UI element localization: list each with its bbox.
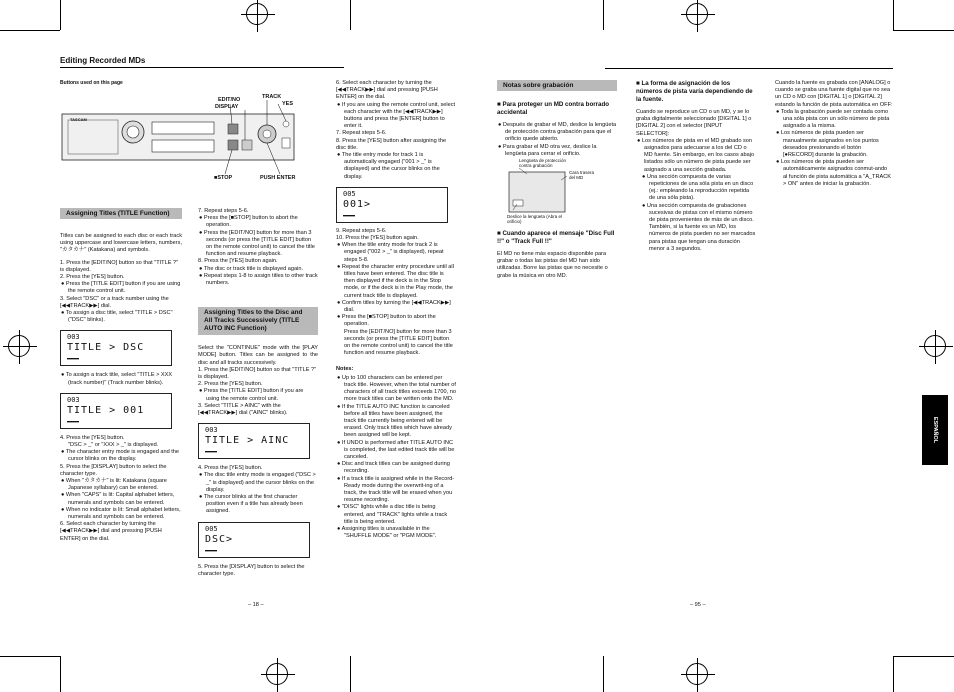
lcd-main: TITLE > DSC (67, 342, 145, 354)
page-header (60, 56, 350, 68)
label-push-enter: PUSH ENTER (260, 175, 296, 181)
step: 6. Select each character by turning the [◀◀TRACK▶▶] dial and pressing [PUSH ENTER] on the dial. (60, 521, 162, 542)
step: 6. Select each character by turning the [◀◀TRACK▶▶] dial and pressing [PUSH ENTER] on the dial. (336, 80, 438, 101)
note: ● "DISC" lights while a disc title is being entered, and "TRACK" lights while a track title is being entered. (337, 504, 448, 525)
step: ● When "CAPS" is lit: Capital alphabet letters, numerals and symbols can be entered. (61, 492, 175, 506)
list-item: ● Una sección compuesta de varias repeticiones de una sóla pista en un disco (ej.: empleando la reproducción repetida de una sóla pista). (642, 173, 754, 202)
step: 7. Repeat steps 5-6. (336, 130, 387, 137)
step: 5. Press the [DISPLAY] button to select the character type. (198, 563, 305, 577)
list-item: ● Una sección compuesta de grabaciones sucesivas de pistas con el mismo número de pista provenientes de más de un disco. También, si la fuente es un MD, los números de pista pueden no ser marcados para pistas que tengan una duración menor a 3 segundos. (642, 202, 756, 252)
note: ● Up to 100 characters can be entered per track title. However, when the total number of characters of all track titles exceeds 1700, no more track titles can be written onto the MD. (337, 374, 456, 403)
registration-mark (686, 663, 708, 685)
registration-mark (924, 335, 946, 357)
list-item: ● Después de grabar el MD, deslice la lengüeta de protección contra grabación para que el orificio quede abierto. (498, 122, 617, 143)
lcd-top: 003 (205, 426, 218, 435)
registration-mark (266, 663, 288, 685)
step: ● The cursor blinks at the first character position even if a title has already been assigned. (199, 494, 303, 515)
lcd-display (60, 393, 172, 429)
sub-heading: ■ La forma de asignación de los números de pista varía dependiendo de la fuente. (636, 80, 753, 103)
step: ● When "カタカナ" is lit: Katakana (square Japanese syllabary) can be entered. (61, 478, 167, 492)
lcd-indicator: ▬▬▬▬ (343, 212, 356, 219)
lcd-indicator: ▬▬▬▬ (67, 418, 80, 425)
buttons-used-caption: Buttons used on this page (60, 80, 123, 86)
notes-heading: Notes: (336, 365, 354, 372)
step: ● Repeat the character entry procedure until all titles have been entered. The disc title is then displayed if the deck is in the Stop mode, or if the deck is in the Play mode, the current track title is displayed. (337, 263, 454, 299)
label-edit-no: EDIT/NO (218, 97, 241, 103)
label-display: DISPLAY (215, 104, 239, 110)
step: 10. Press the [YES] button again. (336, 235, 419, 242)
step: ● To assign a disc title, select "TITLE > DSC" ("DSC" blinks). (61, 310, 173, 324)
column-4 (497, 80, 617, 280)
note: ● Disc and track titles can be assigned during recording. (337, 461, 450, 475)
list-item: ● Los números de pista pueden ser automáticamente asignados conmut-ando al función de pista automática a "A_TRACK > ON" antes de iniciar la grabación. (776, 159, 892, 187)
diagram-label: Cara trasera del MD (569, 170, 595, 181)
step: 4. Press the [YES] button. (198, 465, 263, 472)
step: ● Press the [■STOP] button to abort the operation. (199, 215, 298, 229)
auto-inc-heading: Assigning Titles to the Disc and All Tracks Successively (TITLE AUTO INC Function) (198, 307, 318, 335)
language-tab-label: ESPAÑOL (932, 416, 938, 444)
list-item: ● Los números de pista en el MD grabado son asignados para adecuarse a los del CD o MD fuente. Sin embargo, en los casos abajo listados sólo un número de pista puede ser asignado a una sección grabada. (637, 137, 755, 173)
step: ● Press the [■STOP] button to abort the operation. (337, 314, 436, 328)
step: 8. Press the [YES] button again. (198, 258, 278, 265)
lcd-main: TITLE > 001 (67, 404, 145, 416)
lcd-main: TITLE > AINC (205, 435, 290, 447)
step: 3. Select "TITLE > AINC" with the [◀◀TRACK▶▶] dial ("AINC" blinks). (198, 402, 288, 417)
column-5 (636, 80, 756, 253)
lcd-display (198, 423, 310, 459)
step: 8. Press the [YES] button after assigning the disc title. (336, 137, 447, 151)
lcd-top: 003 (67, 333, 80, 342)
step: ● Press the [TITLE EDIT] button if you are using the remote control unit. (199, 388, 304, 402)
lcd-display (60, 330, 172, 366)
step: Press the [EDIT/NO] button for more than 3 seconds (or press the [TITLE EDIT] button on the remote control unit) to cancel the title function and resume playback. (344, 328, 453, 357)
sub-heading: ■ Cuando aparece el mensaje "Disc Full !!" o "Track Full !!" (497, 230, 615, 246)
page-number-left: – 18 – (248, 602, 264, 608)
registration-mark (686, 3, 708, 25)
step: 2. Press the [YES] button. (60, 274, 125, 281)
registration-mark (8, 335, 30, 357)
column-3 (336, 80, 456, 540)
lcd-main: DSC> (205, 533, 234, 545)
list-item: ● Toda la grabación puede ser contada como una sóla pista con un sólo número de pista asignado a la misma. (776, 108, 890, 130)
step: 3. Select "DSC" or a track number using the [◀◀TRACK▶▶] dial. (60, 295, 169, 309)
paragraph: El MD no tiene más espacio disponible para grabar o todas las pistas del MD han sido utilizadas. Borre las pistas que no necesite o grabe la música en otro MD. (497, 251, 608, 279)
header-rule-right (605, 68, 893, 69)
step: 4. Press the [YES] button. (60, 434, 125, 441)
lcd-indicator: ▬▬▬▬ (205, 449, 218, 456)
device-brand: TASCAM (70, 117, 87, 122)
step: 1. Press the [EDIT/NO] button so that "TITLE ?" is displayed. (60, 259, 179, 273)
label-stop: ■STOP (214, 175, 233, 181)
step: ● If you are using the remote control unit, select each character with the [◀◀TRACK▶▶] buttons and press the [ENTER] button to enter it. (337, 101, 456, 130)
list-item: ● Los números de pista pueden ser manualmente asignados en los puntos deseados presionando el botón [●RECORD] durante la grabación. (776, 130, 879, 159)
step: ● The character entry mode is engaged and the cursor blinks on the display. (61, 449, 180, 463)
lcd-display (198, 522, 310, 558)
note: ● Assigning titles is unavailable in the "SHUFFLE MODE" or "PGM MODE". (337, 525, 437, 540)
column-1 (60, 208, 182, 543)
note: ● If the TITLE AUTO INC function is canceled before all titles have been assigned, the track title currently being entered will be erased. Only track titles which have already been assigned will be kept. (337, 403, 452, 439)
step: ● Press the [EDIT/NO] button for more than 3 seconds (or press the [TITLE EDIT] button on the remote control unit) to cancel the title function and resume playback. (199, 229, 315, 258)
list-item: ● Para grabar el MD otra vez, deslice la lengüeta para cerrar el orificio. (498, 143, 597, 157)
step: ● Confirm titles by turning the [◀◀TRACK▶▶] dial. (337, 299, 451, 314)
step: ● Press the [TITLE EDIT] button if you are using the remote control unit. (61, 281, 181, 295)
step: "DSC > _" or "XXX > _" is displayed. (68, 442, 159, 449)
auto-inc-intro: Select the "CONTINUE" mode with the [PLAY MODE] button. Titles can be assigned to the disc and all tracks successively. (198, 345, 318, 366)
note: ● If a track title is assigned while in the Record-Ready mode during the overwrit-ing of a track, the track title will be erased when you resume recording. (337, 475, 455, 504)
label-track: TRACK (262, 94, 282, 100)
page-number-right: – 95 – (690, 602, 706, 608)
paragraph: Cuando se reproduce un CD o un MD, y se lo graba digitalmente seleccionado [DIGITAL 1] o [DIGITAL 2] con el selector [INPUT SELECTOR]: (636, 109, 752, 137)
language-side-tab (922, 395, 948, 465)
page-title: Editing Recorded MDs (60, 56, 146, 65)
lcd-indicator: ▬▬▬▬ (67, 356, 80, 363)
column-6 (775, 80, 893, 188)
note: ● If UNDO is performed after TITLE AUTO INC is completed, the last edited track title will be canceled. (337, 439, 455, 460)
lcd-top: 003 (67, 395, 80, 404)
lcd-main: 001> (343, 198, 372, 210)
step: ● When the title entry mode for track 2 is engaged ("002 > _" is displayed), repeat steps 5-8. (337, 242, 444, 263)
paragraph: Cuando la fuente es grabada con [ANALOG] o cuando se graba una fuente digital que no sea un CD o MD con [DIGITAL 1] o [DIGITAL 2] estando la función de pista automática en OFF: (775, 80, 893, 108)
step: ● The disc or track title is displayed again. (199, 265, 304, 272)
step: 7. Repeat steps 5-6. (198, 208, 249, 214)
diagram-label: Lengüeta de protección contra grabación (519, 158, 567, 169)
steps-list (60, 260, 182, 325)
lcd-display (336, 187, 448, 223)
assign-title-heading: Assigning Titles (TITLE Function) (60, 208, 182, 219)
lcd-indicator: ▬▬▬▬ (205, 547, 218, 554)
lcd-top: 005 (205, 524, 218, 533)
step: ● The title entry mode for track 1 is automatically engaged ("001 > _" is displayed) and the cursor blinks on the display. (337, 152, 440, 180)
md-diagram-svg (497, 162, 617, 220)
step: ● To assign a track title, select "TITLE > XXX (track number)" (Track number blinks). (61, 372, 173, 386)
diagram-label: Deslice la lengüeta (Abra el orificio) (507, 214, 563, 225)
registration-mark (246, 3, 268, 25)
step: ● Repeat steps 1-8 to assign titles to other track numbers. (199, 272, 318, 287)
label-yes: YES (282, 101, 294, 107)
step: 1. Press the [EDIT/NO] button so that "TITLE ?" is displayed. (198, 366, 317, 381)
sub-heading: ■ Para proteger un MD contra borrado accidental (497, 101, 610, 116)
assign-title-intro: Titles can be assigned to each disc or each track using uppercase and lowercase letters, numbers, "カタカナ" (Katakana) and symbols. (60, 233, 182, 254)
step: 5. Press the [DISPLAY] button to select the character type. (60, 463, 167, 477)
header-rule (60, 67, 344, 68)
column-2 (198, 208, 318, 578)
md-diagram (497, 158, 617, 225)
lcd-top: 005 (343, 189, 356, 198)
step: ● When no indicator is lit: Small alphabet letters, numerals and symbols can be entered. (61, 506, 181, 521)
step: 9. Repeat steps 5-6. (336, 227, 387, 234)
notas-heading: Notas sobre grabación (497, 80, 617, 91)
step: ● The disc title entry mode is engaged ("DSC > _" is displayed) and the cursor blinks on the display. (199, 472, 316, 493)
step: 2. Press the [YES] button. (198, 381, 263, 388)
